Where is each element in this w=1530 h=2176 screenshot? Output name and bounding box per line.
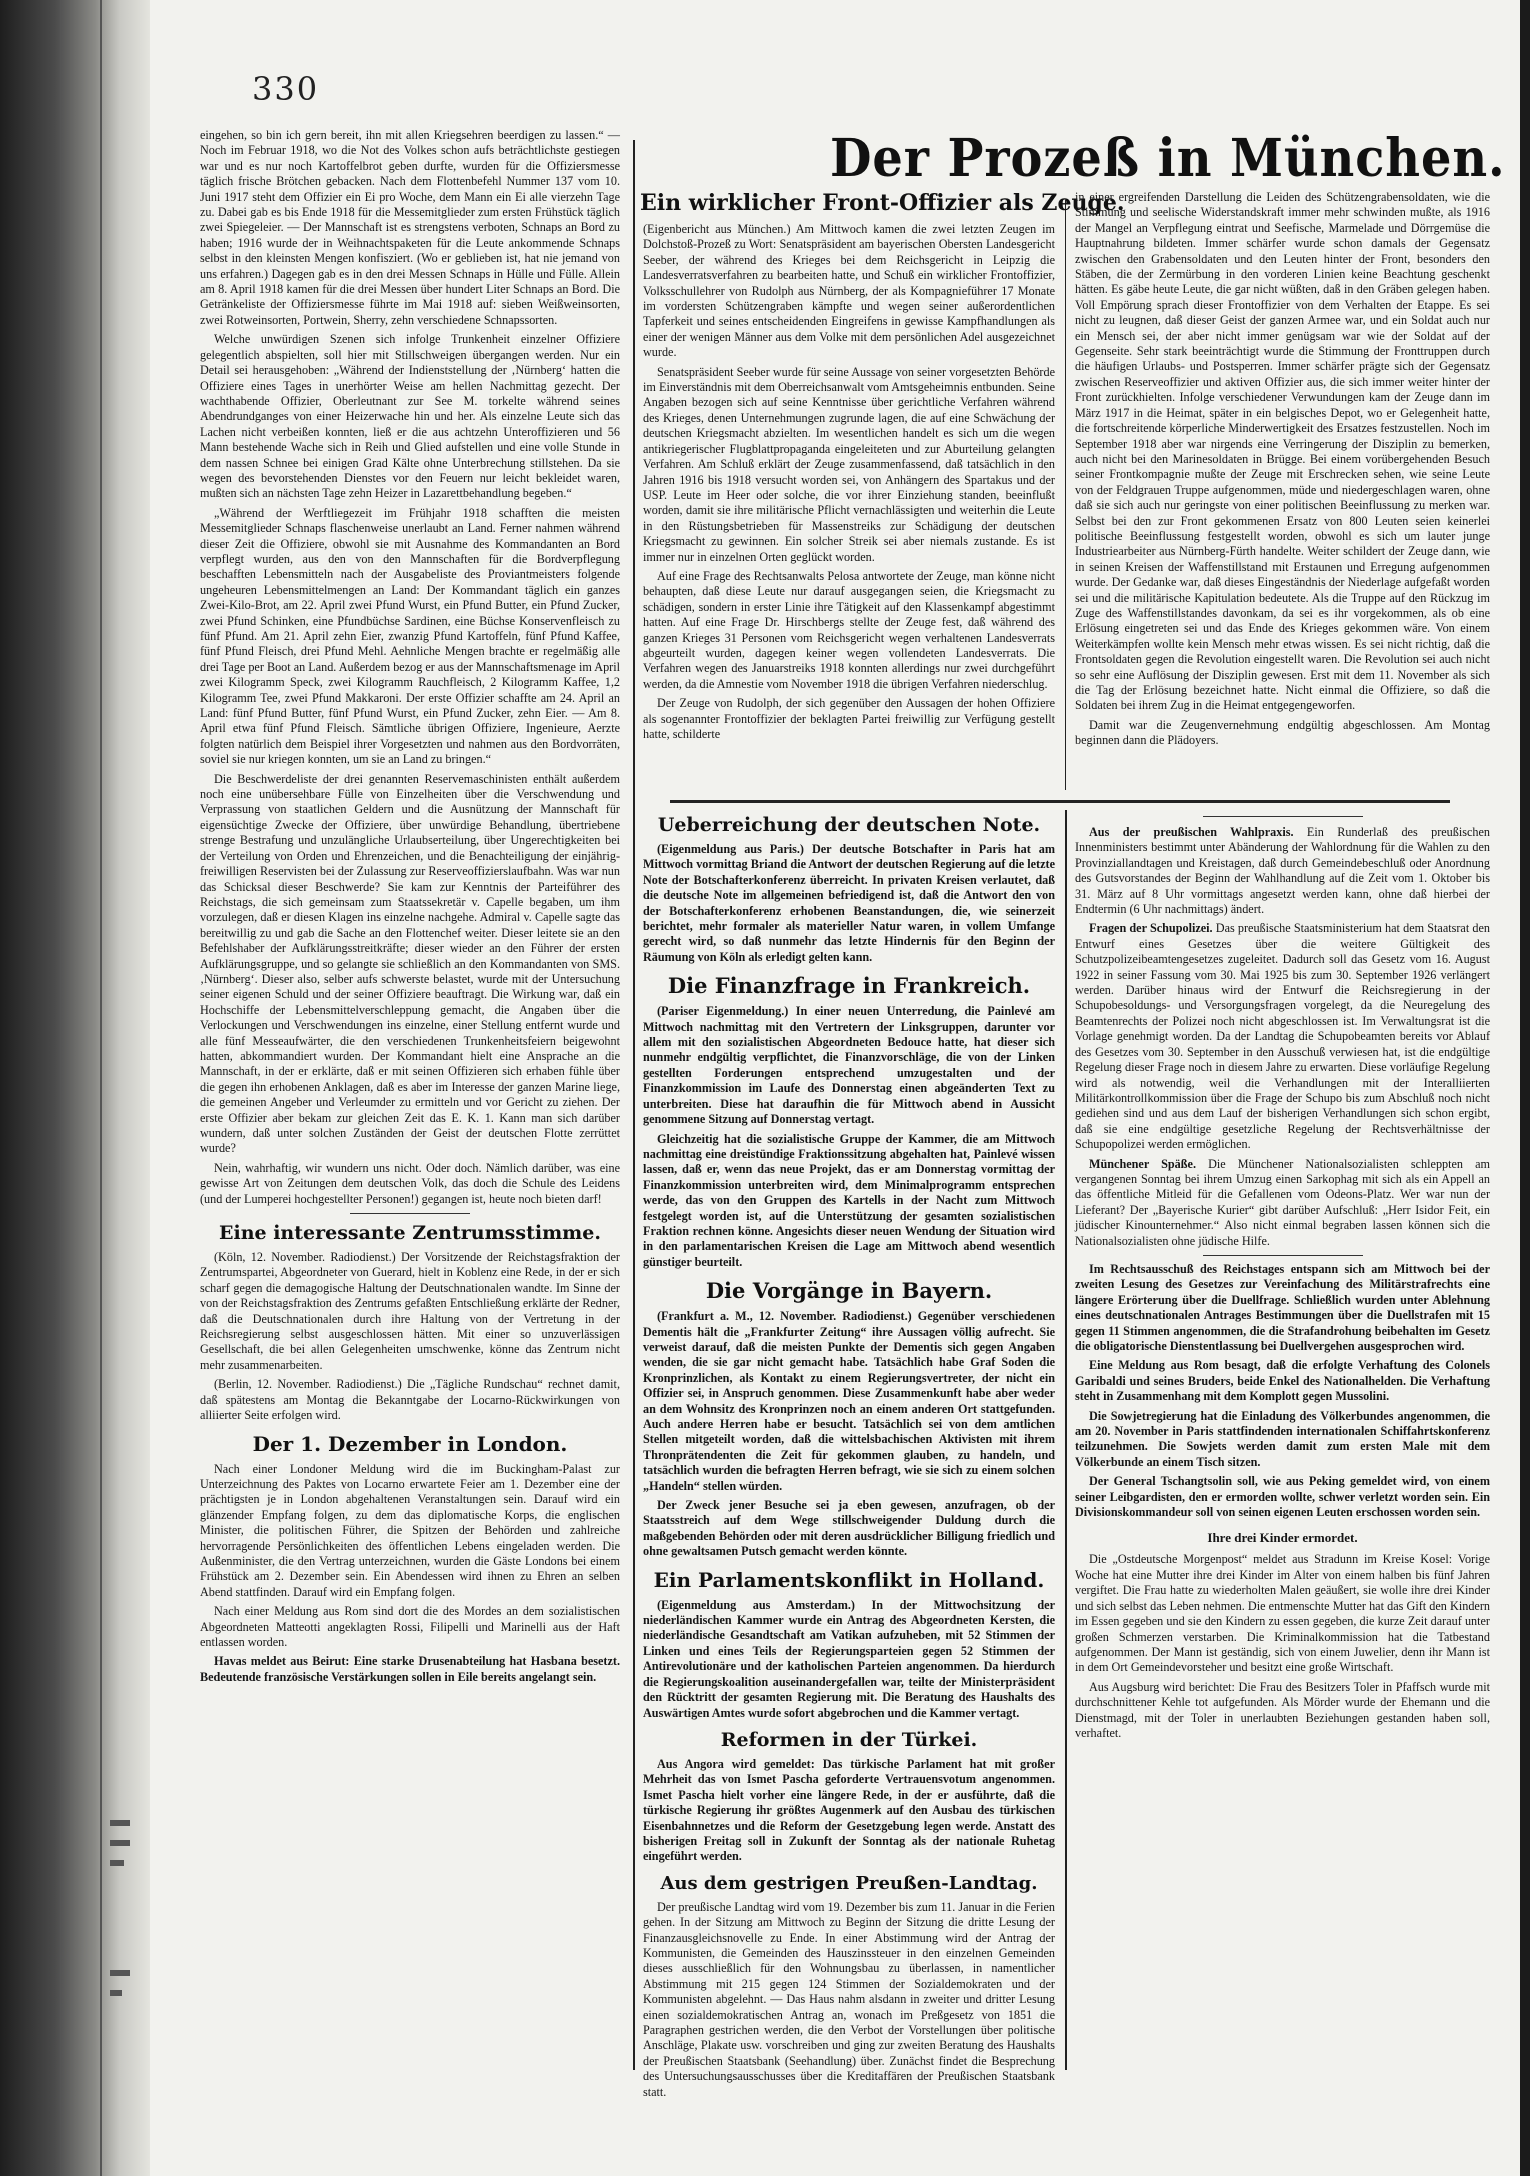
divider (350, 1213, 470, 1214)
front-officer-headline: Ein wirklicher Front-Offizier als Zeuge. (640, 190, 1125, 216)
article-paragraph: Der Zeuge von Rudolph, der sich gegenüber den Aussagen der hohen Offiziere als sogenannter Frontoffizier der beklagten Partei freiwillig zur Verfügung gestellt hatte, schilderte (643, 696, 1055, 741)
main-headline: Der Prozeß in München. (830, 128, 1506, 189)
column-rule (1065, 200, 1066, 790)
article-paragraph: (Köln, 12. November. Radiodienst.) Der Vorsitzende der Reichstagsfraktion der Zentrumspartei, Abgeordneter von Guerard, hielt in Koblenz eine Rede, in der er sich scharf gegen die demagogische Haltung der Deutschnationalen wandte. Im Sinne der von der Reichstagsfraktion des Zentrums gefaßten Entschließung erklärte der Redner, daß die Deutschnationalen durch ihre Haltung von der Vertretung in der Reichsregierung selbst ausgeschlossen hätten. Mit einer so unzuverlässigen Gesellschaft, die bei allen Gelegenheiten umschwenke, könne das Zentrum nicht mehr zusammenarbeiten. (200, 1250, 620, 1372)
middle-column (643, 812, 1055, 2099)
preussen-headline: Aus dem gestrigen Preußen-Landtag. (660, 1872, 1038, 1894)
margin-marks (110, 1820, 140, 2020)
divider (1203, 816, 1363, 817)
binding-edge-line (100, 0, 102, 2176)
article-paragraph: Eine Meldung aus Rom besagt, daß die erfolgte Verhaftung des Colonels Garibaldi und seines Bruders, beide Enkel des Nationalhelden. Die Verhaftung steht in Zusammenhang mit dem Komplott gegen Mussolini. (1075, 1358, 1490, 1404)
article-paragraph (1075, 1157, 1490, 1249)
article-paragraph: Senatspräsident Seeber wurde für seine Aussage von seiner vorgesetzten Behörde im Einverständnis mit dem Oberreichsanwalt vom Amtsgeheimnis entbunden. Seine Angaben bezogen sich auf seine Kenntnisse über gerichtliche Verfahren während des Krieges, denen Unternehmungen zugrunde lagen, die auf eine Schwächung der deutschen Kriegsmacht abzielten. Im wesentlichen handelt es sich um die wegen antikriegerischer Flugblattpropaganda eingeleiteten und zur Aburteilung gelangten Verfahren. Am Schluß erklärt der Zeuge zusammenfassend, daß tatsächlich in den Jahren 1916 bis 1918 versucht worden sei, von Anhängern des Spartakus und der USP. Leute im Heer oder solche, die vor ihrer Einziehung standen, beeinflußt worden, damit sie ihre militärische Pflicht vernachlässigten und weiterhin die Leute in den Rüstungsbetrieben für Massenstreiks zur Schädigung der deutschen Kriegsmacht zu gewinnen. Ein solcher Streik sei aber niemals zustande. Es ist immer nur in einzelnen Orten geglückt worden. (643, 364, 1055, 564)
zentrum-headline: Eine interessante Zentrumsstimme. (219, 1222, 601, 1245)
article-paragraph: in einer ergreifenden Darstellung die Leiden des Schützengrabensoldaten, wie die Stimmung und seelische Widerstandskraft immer mehr schwinden mußte, als 1916 der Mangel an Verpflegung eintrat und Seefische, Marmelade und Dörrgemüse die Hauptnahrung bildeten. Immer schärfer wurde schon damals der Gegensatz zwischen den Grabensoldaten und den Leuten hinter der Front, besonders den Stäben, die der Zermürbung in den vorderen Linien keine Beachtung geschenkt hätten. Es gäbe heute Leute, die gar nicht wüßten, daß in den Gräben gelegen haben. Voll Empörung sprach dieser Frontoffizier von dem Verhalten der Etappe. Es sei nicht zu leugnen, daß dieser Geist der ganzen Armee war, und ein Soldat auch nur ein Mensch sei, der aber nicht immer genügsam war wie der Soldat auf der Gegenseite. Sehr stark beeinträchtigt wurde die Stimmung der Fronttruppen durch die häufigen Urlaubs- und Postsperren. Immer schärfer prägte sich der Gegensatz zwischen Reserveoffizier und aktiven Offizier aus, die sich immer weiter hinter der Front zurückhielten. Infolge verschiedener Verwundungen kam der Zeuge dann im März 1917 in die Heimat, später in ein belgisches Depot, wo er Gelegenheit hatte, die fortschreitende körperliche Minderwertigkeit des Ersatzes festzustellen. Noch im September 1918 aber war nirgends eine Verringerung der Disziplin zu bemerken, auch nicht bei den Marinesoldaten in Brügge. Bei einem vorübergehenden Besuch seiner Frontkompagnie mußte der Zeuge mit Erschrecken sehen, wie seine Leute von der Feldgrauen Truppe aufgenommen, müde und niedergeschlagen waren, ohne daß sie sich auch nur geringste von einer politischen Beeinflussung zu merken war. Selbst bei den zur Front gekommenen Ersatz von 800 Leuten seien keinerlei politische Beeinflussung festgestellt worden, obwohl es sich um lauter junge Industriearbeiter aus Nürnberg-Fürth handelte. Weiter schildert der Zeuge dann, wie in seinen Kreisen der Waffenstillstand mit Erstaunen und Erregung aufgenommen wurde. Der Gedanke war, daß dieses Eingeständnis der Niederlage aufgefaßt worden sei und die militärische Kapitulation bedeutete. Als die Truppe auf den Rückzug im Zuge des Waffenstillstandes davonkam, da sei es ihr vorgekommen, als ob eine Erlösung eingetreten sei und das Ende des Krieges gekommen wäre. Von einem Weiterkämpfen wollte kein Mensch mehr etwas wissen. Es sei nicht richtig, daß die Frontsoldaten gegen die Revolution eingestellt waren. Die Revolution sei auch nicht so sehr eine Auflösung der Disziplin gewesen. Erst mit dem 11. November als sich die Tag der Erlösung bezeichnet hatte. Nicht einmal die Offiziere, so daß die Soldaten bei ihrem Zug in die Heimat entgegengeworfen. (1075, 190, 1490, 713)
column-rule (1065, 810, 1067, 2070)
left-column (200, 128, 620, 2068)
article-paragraph: Nach einer Meldung aus Rom sind dort die des Mordes an dem sozialistischen Abgeordneten Matteotti angeklagten Rossi, Filipelli und Marinelli aus der Haft entlassen worden. (200, 1604, 620, 1649)
kinder-headline: Ihre drei Kinder ermordet. (1207, 1530, 1358, 1546)
article-paragraph: Damit war die Zeugenvernehmung endgültig abgeschlossen. Am Montag beginnen dann die Plädoyers. (1075, 717, 1490, 748)
right-column (1075, 812, 1490, 2070)
dateline: (Eigenbericht aus München.) (643, 222, 791, 236)
article-paragraph: (Frankfurt a. M., 12. November. Radiodienst.) Gegenüber verschiedenen Dementis hält die „Frankfurter Zeitung“ ihre Aussagen völlig aufrecht. Sie verweist darauf, daß die meisten Punkte der Dementis sich gegen Angaben wenden, die sie gar nicht gemacht habe. Tatsächlich habe Graf Soden die Kronprinzlichen, als Kontakt zu einem Regierungsvertreter, der nicht ein Offizier sei, in Anspruch genommen. Diese Zusammenkunft habe aber weder an dem Wohnsitz des Kronprinzen noch an einem anderen Ort stattgefunden. Auch andere Herren habe er besucht. Tatsächlich sei von dem amtlichen Stellen mitgeteilt worden, daß die wittelsbachischen Aktivisten mit ihrem Thronprätendenten die Zeit für gekommen glauben, zu handeln, und tatsächlich wurden die befragten Herren befragt, wie sie sich zu einem solchen „Handeln“ stellen würden. (643, 1309, 1055, 1493)
article-text: Die Münchener Nationalsozialisten schleppten am vergangenen Sonntag bei ihrem Umzug einen Sarkophag mit sich als ein Appell an das öffentliche Mitleid für die Gefallenen vom Odeons-Platz. Wer war nun der Lieferant? Der „Bayerische Kurier“ gibt darüber Aufschluß: „Herr Isidor Feit, ein jüdischer Kinounternehmer.“ Also nicht einmal begraben lassen können sich die Nationalsozialisten ohne jüdische Hilfe. (1075, 1156, 1490, 1248)
article-paragraph: Im Rechtsausschuß des Reichstages entspann sich am Mittwoch bei der zweiten Lesung des Gesetzes zur Vereinfachung des Militärstrafrechts eine längere Erörterung über die Duellfrage. Schließlich wurden unter Ablehnung eines deutschnationalen Antrages Bestimmungen über die Duellstrafen mit 15 gegen 11 Stimmen angenommen, die die Strafandrohung beibehalten im Gesetz die obligatorische Dienstentlassung bei Duellvergehen ausgesprochen wird. (1075, 1261, 1490, 1353)
article-paragraph: Der Zweck jener Besuche sei ja eben gewesen, anzufragen, ob der Staatsstreich auf dem Wege stillschweigender Duldung durch die maßgebenden Behörden oder mit deren ausdrücklicher Billigung friedlich und ohne gewaltsamen Putsch gemacht werden könnte. (643, 1498, 1055, 1559)
holland-headline: Ein Parlamentskonflikt in Holland. (653, 1567, 1045, 1592)
article-paragraph: Die Beschwerdeliste der drei genannten Reservemaschinisten enthält außerdem noch eine unübersehbare Fülle von Einzelheiten über die Verschwendung und Verprassung von staatlichen Geldern und die Ausnützung der Mannschaft für eigensüchtige Zwecke der Offiziere, über unwürdige Behandlung, übertriebene strenge Bestrafung und unzulängliche Urlaubserteilung, über Ungerechtigkeiten bei der Verteilung von Orden und Ehrenzeichen, und die Benachteiligung der einjährig-freiwilligen Reservisten bei der Zulassung zur Reserveoffizierslaufbahn. Was war nun das Schicksal dieser Beschwerde? Sie kam zur Kenntnis der Parteiführer des Reichstags, die sich gemeinsam zum Staatssekretär v. Capelle begaben, um ihm vorzulegen, daß er diesen Klagen ins einzelne nachgehe. Admiral v. Capelle sagte das bereitwillig zu und gab die Sache an den Flottenchef weiter. Dieser leitete sie an den Befehlshaber der Aufklärungsstreitkräfte; dieser wieder an den Führer der ersten Aufklärungsgruppe, und so gelangte sie schließlich an den Kommandanten von SMS. ‚Nürnberg‘. Dieser also, selber aufs schwerste belastet, wurde mit der Untersuchung seiner eigenen Schuld und der seiner Offiziere beauftragt. Die Wirkung war, daß ein Hochschiffe der Lebensmittelverschleppung gemacht, die Angaben über die Verlockungen und Verschwendungen ins einzelne, einer Stellung entfernt wurde und alle fünf Messeaufwärter, die den verschiedenen Trunkenheitsfeiern beigewohnt hatten, abkommandiert wurden. Der Kommandant hielt eine Ansprache an die Mannschaft, in der er erklärte, daß er mit seinen Offizieren sich erhaben fühle über die gegen ihn erhobenen Anklagen, daß es aber im Interesse der ganzen Marine liege, die gemeinen Angeber und Verleumder zu ermitteln und vor Gericht zu ziehen. Der erste Offizier aber bekam zur gleichen Zeit das E. K. 1. Kann man sich darüber wundern, daß unter solchen Zuständen der Geist der deutschen Flotte zerrüttet wurde? (200, 771, 620, 1156)
article-paragraph: (Berlin, 12. November. Radiodienst.) Die „Tägliche Rundschau“ rechnet damit, daß spätestens am Montag die Bekanntgabe der Locarno-Rückwirkungen von alliierter Seite erfolgen wird. (200, 1377, 620, 1423)
article-text: Das preußische Staatsministerium hat dem Staatsrat den Entwurf eines Gesetzes über die weitere Gültigkeit des Schutzpolizeibeamtengesetzes zugeleitet. Dadurch soll das Gesetz vom 16. August 1922 in seiner Fassung vom 30. Mai 1925 bis zum 30. September 1926 verlängert werden. Darüber hinaus wird der Entwurf die Reichsregierung in der Schupobesoldungs- und Versorgungsfragen vorgelegt, da die Neuregelung des Beamtenrechts der Polizei noch nicht abgeschlossen ist. Im Verwaltungsrat ist die Vorlage genehmigt worden. Da der Landtag die Schupobeamten bereits vor Ablauf des Gesetzes vom 30. September in den Ausschuß verwiesen hat, ist die endgültige Regelung dieser Frage noch in diesem Jahre zu erwarten. Diese vorläufige Regelung wird als notwendig, weil die Verhandlungen mit der Interalliierten Militärkontrollkommission über die Frage der Schupo bis zum Abschluß noch nicht gediehen sind und aus dem Lauf der bisherigen Verhandlungen sich schon ergibt, daß sie eine endgültige gesetzliche Regelung der Rechtsverhältnisse der Schupopolizei werden ermöglichen. (1075, 921, 1490, 1152)
article-paragraph: Aus Angora wird gemeldet: Das türkische Parlament hat mit großer Mehrheit das von Ismet Pascha geforderte Vertrauensvotum angenommen. Ismet Pascha hielt vorher eine längere Rede, in der er ausführte, daß die türkische Regierung ihr größtes Augenmerk auf den Ausbau des türkischen Eisenbahnnetzes und die Reform der Gesetzgebung legen werde. Anstatt des bisherigen Freitag soll in Zukunft der Sonntag als der nationale Ruhetag eingeführt werden. (643, 1756, 1055, 1864)
section-rule (670, 800, 1450, 803)
article-paragraph: Gleichzeitig hat die sozialistische Gruppe der Kammer, die am Mittwoch nachmittag eine dreistündige Fraktionssitzung abgehalten hat, Painlevé wissen lassen, daß er, wenn das neue Projekt, das er am Donnerstag vormittag der Finanzkommission unterbreiten wird, dem Minimalprogramm entsprechen werde, das von den Gruppen des Kartells in der Nacht zum Mittwoch festgelegt worden ist, auf die Unterstützung der gesamten sozialistischen Fraktion rechnen könne. Angesichts dieser neuen Wendung der Situation wird in den parlamentarischen Kreisen die Lage am Mittwoch abend wesentlich günstiger beurteilt. (643, 1131, 1055, 1269)
article-paragraph: (Pariser Eigenmeldung.) In einer neuen Unterredung, die Painlevé am Mittwoch nachmittag mit den Vertretern der Linksgruppen, darunter vor allem mit den sozialistischen Abgeordneten Bedouce hatte, hat dieser sich nunmehr endgültig verpflichtet, die Finanzvorschläge, die von der Linken gestellten Forderungen entsprechend umzugestalten und der Finanzkommission im Laufe des Donnerstag einen abgeänderten Text zu unterbreiten. Diese hat daraufhin die für Mittwoch abend in Aussicht genommene Sitzung auf Donnerstag vertagt. (643, 1004, 1055, 1127)
bayern-headline: Die Vorgänge in Bayern. (705, 1278, 993, 1304)
article-paragraph: „Während der Werftliegezeit im Frühjahr 1918 schafften die meisten Messemitglieder Schnaps flaschenweise unerlaubt an Land. Ferner nahmen während dieser Zeit die Offiziere, obwohl sie mit Ausnahme des Kommandanten an Bord verpflegt wurden, aus den von den Mannschaften für die Bordverpflegung beschafften Lebensmitteln nach der Ausgabeliste des Proviantmeisters folgende ungeheuren Lebensmittelmengen an Land: Der Kommandant täglich ein ganzes Zwei-Kilo-Brot, am 22. April zwei Pfund Wurst, ein Pfund Butter, ein Pfund Zucker, zwei Pfund Schinken, eine Pfundbüchse Sardinen, eine Büchse Konservenfleisch zu fünf Pfund. Am 21. April zehn Eier, zwanzig Pfund Kartoffeln, fünf Pfund Kaffee, fünf Pfund Fleisch, drei Pfund Mehl. Aehnliche Mengen brachte er regelmäßig alle drei Tage per Boot an Land. Außerdem bezog er aus der Mannschaftsmenage im April zwei Kilogramm Speck, zwei Kilogramm Rauchfleisch, 2 Kilogramm Kaffee, 1,2 Kilogramm Tee, zwei Pfund Makkaroni. Der erste Offizier schaffte am 24. April an Land: fünf Pfund Butter, fünf Pfund Wurst, ein Pfund Zucker, zehn Eier. — Am 8. April etwa fünf Pfund Fleisch. Sämtliche übrigen Offiziere, Ingenieure, Aerzte folgten natürlich dem Beispiel ihrer Vorgesetzten und nahmen aus den Bordvorräten, soviel sie nur kriegen konnten, um sie an Land zu bringen.“ (200, 505, 620, 767)
scan-right-border (1520, 0, 1530, 2176)
article-paragraph (643, 222, 1055, 361)
article-paragraph: (Eigenmeldung aus Paris.) Der deutsche Botschafter in Paris hat am Mittwoch vormittag Briand die Antwort der deutschen Regierung auf die letzte Note der Botschafterkonferenz überreicht. In privaten Kreisen verlautet, daß die deutsche Note im allgemeinen befriedigend ist, daß die Antwort den von der Botschafterkonferenz erhobenen Beanstandungen, die, wie seinerzeit berichtet, mehr formaler als materieller Natur waren, in vollem Umfange gerecht wird, so daß nunmehr das letzte Hindernis für den Beginn der Räumung von Köln als erledigt gelten kann. (643, 842, 1055, 964)
tuerkei-headline: Reformen in der Türkei. (720, 1728, 978, 1751)
column-rule (633, 140, 635, 2070)
article-paragraph: Auf eine Frage des Rechtsanwalts Pelosa antwortete der Zeuge, man könne nicht behaupten, daß diese Leute nur darauf ausgegangen seien, die Kriegsmacht zu schädigen, sondern in erster Linie ihre Tätigkeit auf den Klassenkampf abgestimmt hatten. Auf eine Frage Dr. Hirschbergs stellte der Zeuge fest, daß während des ganzen Krieges 31 Personen vom Reichsgericht wegen verhaltenen Landesverrats abgeurteilt wurden, dagegen keiner wegen vollendeten Landesverrats. Die Verfahren wegen des Januarstreiks 1918 konnten allerdings nur zwei durchgeführt werden, da die Amnestie vom November 1918 die übrigen Verfahren niederschlug. (643, 568, 1055, 691)
article-text: Am Mittwoch kamen die zwei letzten Zeugen im Dolchstoß-Prozeß zu Wort: Senatspräsident am bayerischen Obersten Landesgericht Seeber, der während des Krieges bei dem Reichsgericht in Leipzig die Landesverratsverfahren zu bearbeiten hatte, und Schuß ein wirklicher Frontoffizier, Volksschullehrer von Rudolph aus Nürnberg, der als Kompagnieführer 17 Monate im vordersten Schützengraben kämpfte und wegen seiner außerordentlichen Tapferkeit und seines entscheidenden Eingreifens in gewisse Kampfhandlungen als einer der wenigen Männer aus dem Volke mit dem persönlichen Adel ausgezeichnet wurde. (643, 222, 1055, 360)
finanz-headline: Die Finanzfrage in Frankreich. (667, 973, 1031, 999)
divider (1203, 1255, 1363, 1256)
article-paragraph: Der General Tschangtsolin soll, wie aus Peking gemeldet wird, von einem seiner Leibgardisten, den er ermorden wollte, schwer verletzt worden sein. Ein Divisionskommandeur soll von seinen eigenen Leuten erschossen worden sein. (1075, 1474, 1490, 1520)
spaesse-headline: Münchener Späße. (1089, 1156, 1197, 1171)
front-officer-column-2 (1075, 190, 1490, 794)
article-paragraph: eingehen, so bin ich gern bereit, ihn mit allen Kriegsehren beerdigen zu lassen.“ — Noch im Februar 1918, wo die Not des Volkes schon aufs beträchtlichste gestiegen war und es nur noch Kartoffelbrot geben durfte, wurden für die Offiziersmesse täglich frische Brötchen gebacken. Nach dem Flottenbefehl Nummer 137 vom 10. Juni 1917 steht dem Offizier ein Ei pro Woche, dem Mann ein Ei alle vierzehn Tage zu. Dabei gab es bis Ende 1918 für die Messemitglieder zum ersten Frühstück täglich zwei Spiegeleier. — Der Mannschaft ist es strengstens verboten, Schnaps an Bord zu haben; 1916 wurde der in Weihnachtspaketen für die Leute ankommende Schnaps selbst in den kleinsten Mengen konfisziert. (Wo er geblieben ist, hat nie jemand von uns erfahren.) Dagegen gab es in den drei Messen Schnaps in Hülle und Fülle. Allein am 8. April 1918 kamen für die drei Messen über hundert Liter Schnaps an Bord. Die Getränkeliste der Offiziersmesse führte im Mai 1918 auf: sieben Weißweinsorten, zwei Rotweinsorten, Portwein, Sherry, zehn verschiedene Schnapssorten. (200, 128, 620, 327)
article-paragraph: Der preußische Landtag wird vom 19. Dezember bis zum 11. Januar in die Ferien gehen. In der Sitzung am Mittwoch zu Beginn der Sitzung die dritte Lesung der Finanzausgleichsnovelle zu Ende. In einer Abstimmung wird der Antrag der Kommunisten, die Gemeinden des Hauszinssteuer in den einzelnen Gemeinden dieses ausschließlich für den Wohnungsbau zu überlassen, in namentlicher Abstimmung mit 215 gegen 124 Stimmen der Sozialdemokraten und der Kommunisten abgelehnt. — Das Haus nahm alsdann in zweiter und dritter Lesung einen sozialdemokratischen Antrag an, wonach im Preßgesetz von 1851 die Paragraphen gestrichen werden, die den Verbot der Vorstellungen über politische Anschläge, Plakate usw. vorschreiben und ging zur zweiten Beratung des Haushalts der Preußischen Staatsbank (Seehandlung) über. Zunächst findet die Besprechung des Untersuchungsausschusses über die Kreditaffären der Preußischen Staatsbank statt. (643, 1899, 1055, 2099)
front-officer-column-1 (643, 222, 1055, 792)
article-paragraph: Nein, wahrhaftig, wir wundern uns nicht. Oder doch. Nämlich darüber, was eine gewisse Art von Zeitungen dem deutschen Volk, das doch die Schule des Leidens (und der Lumperei hochgestellter Personen!) gegangen ist, heute noch bieten darf! (200, 1160, 620, 1206)
article-text: Ein Runderlaß des preußischen Innenministers bestimmt unter Abänderung der Wahlordnung für die Wahlen zu den Provinziallandtagen und Kreistagen, daß durch Gemeindebeschluß oder Anordnung des Gutsvorstandes der Beginn der Wahlhandlung auf die Zeit vom 1. Oktober bis 31. März auf 8 Uhr vormittags angesetzt werden kann, ohne daß hierbei der Endtermin (6 Uhr nachmittags) ändert. (1075, 825, 1490, 917)
binding-edge-line (60, 0, 62, 2176)
article-paragraph: Die „Ostdeutsche Morgenpost“ meldet aus Stradunn im Kreise Kosel: Vorige Woche hat eine Mutter ihre drei Kinder im Alter von einem halben bis fünf Jahren vergiftet. Die Frau hatte zu wiederholten Malen geäußert, sie wolle ihre drei Kinder und sich selbst das Leben nehmen. Die entmenschte Mutter hat das Gift den Kindern im Essen gegeben und sie den Kindern zu essen gegeben, die kurze Zeit darauf unter großen Schmerzen verstarben. Die Kriminalkommission hat die Tatbestand aufgenommen. Der Mann ist geständig, sich von einem Juwelier, denn ihr Mann ist in dem Ort Gemeindevorsteher und besitzt eine große Wirtschaft. (1075, 1552, 1490, 1675)
article-paragraph: Die Sowjetregierung hat die Einladung des Völkerbundes angenommen, die am 20. November in Paris stattfindenden internationalen Schiffahrtskonferenz teilzunehmen. Die Sowjets werden damit zum ersten Male mit dem Völkerbunde an einem Tisch sitzen. (1075, 1408, 1490, 1469)
london-headline: Der 1. Dezember in London. (252, 1431, 568, 1456)
page-number: 330 (252, 70, 320, 108)
article-paragraph (1075, 825, 1490, 917)
article-paragraph (1075, 921, 1490, 1152)
wahlpraxis-headline: Aus der preußischen Wahlpraxis. (1089, 825, 1294, 839)
article-paragraph: Welche unwürdigen Szenen sich infolge Trunkenheit einzelner Offiziere gelegentlich abspielten, soll hier mit Stillschweigen übergangen werden. Nur ein Detail sei herausgehoben: „Während der Indienststellung der ‚Nürnberg‘ hatten die Offiziere eines Tages in unerhörter Weise am hellen Nachmittag gezecht. Der wachthabende Offizier, Oberleutnant zur See M. torkelte während seines Abendrundganges von einer Heizerwache hin und her. Als einzelne Leute sich das Lachen nicht verbeißen konnten, ließ er die aus achtzehn Unteroffizieren und 56 Mann bestehende Wache sich in Reih und Glied aufstellen und eine volle Stunde in dem nassen Schnee bei einigen Grad Kälte ohne Unterbrechung stillstehen. Da sie wegen des bevorstehenden Dienstes vor den Feuern nur leicht bekleidet waren, mußten sich an nächsten Tage zehn Heizer in Lazarettbehandlung begeben.“ (200, 332, 620, 501)
article-paragraph: Aus Augsburg wird berichtet: Die Frau des Besitzers Toler in Pfaffsch wurde mit durchschnittener Kehle tot aufgefunden. Als Mörder wurde der Ehemann und die Dienstmagd, mit der Toler in unerlaubten Beziehungen gestanden haben soll, verhaftet. (1075, 1679, 1490, 1740)
note-headline: Ueberreichung der deutschen Note. (657, 814, 1041, 836)
schupo-headline: Fragen der Schupolizei. (1089, 921, 1213, 936)
article-paragraph: (Eigenmeldung aus Amsterdam.) In der Mittwochsitzung der niederländischen Kammer wurde ein Antrag des Abgeordneten Kersten, die niederländische Gesandtschaft am Vatikan aufzuheben, mit 52 Stimmen der Linken und eines Teils der Regierungsparteien gegen 52 Stimmen der Antirevolutionäre und der katholischen Parteien angenommen. Da hierdurch die Regierungskoalition auseinandergefallen war, teilte der Ministerpräsident den Rücktritt der gesamten Regierung mit. Die Beratung des Haushalts des Auswärtigen Amtes wurde sofort abgebrochen und die Kammer vertagt. (643, 1597, 1055, 1720)
article-paragraph: Havas meldet aus Beirut: Eine starke Drusenabteilung hat Hasbana besetzt. Bedeutende französische Verstärkungen sollen in Eile bereits angelangt sein. (200, 1654, 620, 1684)
article-paragraph: Nach einer Londoner Meldung wird die im Buckingham-Palast zur Unterzeichnung des Paktes von Locarno erwartete Feier am 1. Dezember eine der prächtigsten je in London abgehaltenen Veranstaltungen sein. Darauf wird ein glänzender Empfang folgen, zu dem das diplomatische Korps, die englischen Minister, die politischen Führer, die Spitzen der Behörden und zahlreiche hervorragende Persönlichkeiten des öffentlichen Lebens eingeladen werden. Die Außenminister, die den Vertrag unterzeichnen, wurden die Gäste Londons bei einem Frühstück am 2. Dezember sein. Ein Abendessen wird ihnen zu Ehren an selben Abend stattfinden. Darauf wird ein Empfang folgen. (200, 1461, 620, 1599)
